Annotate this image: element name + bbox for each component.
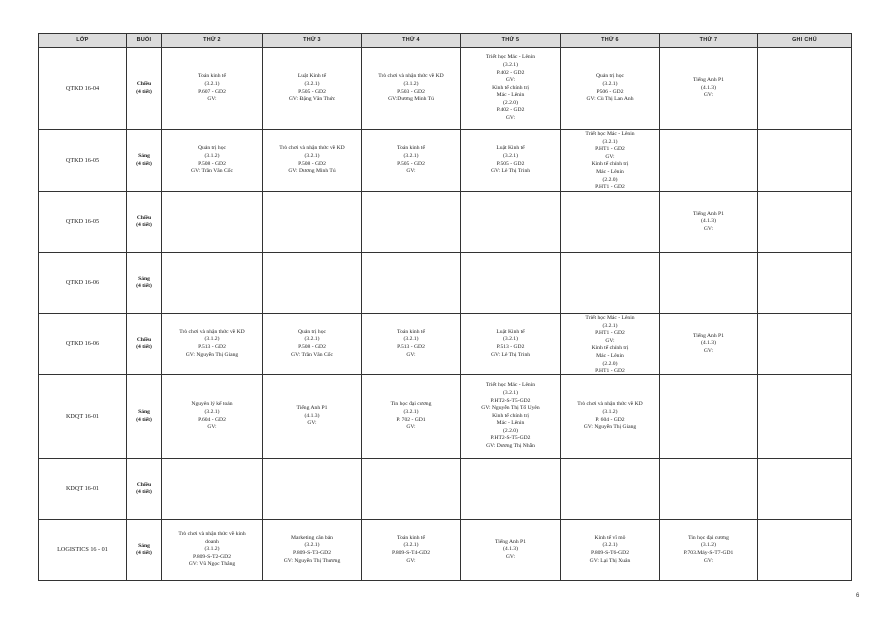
cell-line: (4 tiết) bbox=[136, 283, 152, 289]
column-header: BUỔI bbox=[127, 34, 162, 48]
cell-line: Trò chơi và nhận thức về KD bbox=[279, 145, 345, 152]
cell-line: GV: Đặng Văn Thức bbox=[288, 96, 336, 103]
cell-line: Trò chơi và nhận thức về KD bbox=[378, 73, 444, 80]
cell-line: (3.2.1) bbox=[503, 336, 518, 343]
cell-line: GV: Vũ Ngọc Thắng bbox=[188, 561, 236, 568]
table-row bbox=[39, 253, 852, 314]
cell-line: (3.2.1) bbox=[602, 80, 618, 87]
cell-line: Triết học Mác - Lênin bbox=[485, 54, 536, 61]
cell-line: (3.2.1) bbox=[204, 80, 220, 87]
schedule-cell bbox=[461, 459, 561, 520]
cell-line: (4.1.3) bbox=[304, 412, 320, 419]
cell-line: Chiều bbox=[136, 81, 152, 88]
cell-line: Quản trị học bbox=[298, 328, 326, 335]
cell-line: Marketing căn bản bbox=[291, 534, 333, 541]
cell-line: P. 604 - GD2 bbox=[595, 416, 625, 423]
column-header: THỨ 7 bbox=[660, 34, 758, 48]
class-name-cell: LOGISTICS 16 - 01 bbox=[39, 520, 127, 581]
cell-line: (2.2.0) bbox=[602, 360, 618, 367]
column-header: THỨ 3 bbox=[263, 34, 362, 48]
column-header: LỚP bbox=[39, 34, 127, 48]
class-name-cell: KDQT 16-01 bbox=[39, 459, 127, 520]
schedule-cell bbox=[660, 314, 758, 375]
column-header: THỨ 6 bbox=[561, 34, 660, 48]
cell-line: Mác - Lênin bbox=[596, 168, 624, 175]
schedule-cell bbox=[758, 520, 852, 581]
cell-line: P.508 - GD2 bbox=[298, 344, 326, 350]
schedule-cell bbox=[362, 48, 461, 130]
cell-line: Kinh tế chính trị bbox=[492, 412, 529, 419]
schedule-cell bbox=[263, 48, 362, 130]
cell-line: Toán kinh tế bbox=[198, 73, 226, 80]
schedule-cell bbox=[263, 520, 362, 581]
cell-line: Sáng bbox=[138, 275, 150, 282]
cell-line: (3.1.2) bbox=[204, 546, 220, 553]
schedule-cell bbox=[461, 314, 561, 375]
cell-line: Tin học đại cương bbox=[688, 534, 729, 541]
cell-line: Kinh tế vĩ mô bbox=[594, 534, 626, 541]
cell-line: P.505 - GD2 bbox=[397, 160, 425, 167]
cell-line: Luật Kinh tế bbox=[496, 145, 525, 152]
cell-line: (3.2.1) bbox=[503, 152, 518, 159]
schedule-cell bbox=[362, 253, 461, 314]
cell-line: GV: bbox=[703, 557, 714, 564]
cell-line: GV: bbox=[207, 424, 217, 431]
cell-line: P.607 - GD2 bbox=[198, 88, 226, 95]
cell-line: Tiếng Anh P1 bbox=[693, 77, 724, 84]
schedule-cell bbox=[561, 48, 660, 130]
schedule-cell bbox=[758, 48, 852, 130]
column-header: GHI CHÚ bbox=[758, 34, 852, 48]
cell-line: Quản trị học bbox=[596, 73, 624, 80]
cell-line: (2.2.0) bbox=[602, 176, 618, 183]
cell-line: doanh bbox=[205, 538, 219, 545]
cell-line: Sáng bbox=[138, 153, 150, 160]
cell-line: GV: bbox=[406, 557, 416, 564]
cell-line: GV: Lê Thị Trinh bbox=[490, 168, 531, 175]
cell-line: Chiều bbox=[136, 481, 152, 488]
session-cell bbox=[127, 130, 162, 192]
schedule-cell bbox=[263, 253, 362, 314]
cell-line: GV: Lại Thị Xuân bbox=[589, 557, 631, 564]
cell-line: GV: bbox=[605, 337, 615, 344]
column-header: THỨ 2 bbox=[162, 34, 263, 48]
cell-line: GV: bbox=[406, 351, 416, 358]
session-cell bbox=[127, 192, 162, 253]
schedule-cell bbox=[758, 253, 852, 314]
cell-line: Mác - Lênin bbox=[596, 352, 624, 359]
cell-line: P.513 - GD2 bbox=[397, 344, 425, 350]
class-name-cell: QTKD 16-06 bbox=[39, 314, 127, 375]
cell-line: (3.1.2) bbox=[403, 80, 419, 87]
cell-line: (4 tiết) bbox=[136, 222, 152, 228]
cell-line: GV: Dương Thị Nhẫn bbox=[486, 443, 535, 450]
cell-line: Tin học đại cương bbox=[390, 401, 432, 408]
cell-line: GV: bbox=[406, 168, 416, 175]
cell-line: GV: Cù Thị Lan Anh bbox=[586, 96, 634, 103]
timetable-body bbox=[39, 48, 852, 581]
table-row bbox=[39, 314, 852, 375]
cell-line: GV: bbox=[703, 347, 714, 354]
cell-line: (4 tiết) bbox=[136, 489, 152, 495]
session-cell bbox=[127, 314, 162, 375]
cell-line: Mác - Lênin bbox=[496, 92, 525, 99]
cell-line: (3.1.2) bbox=[204, 336, 220, 343]
cell-line: P.HT1 - GD2 bbox=[595, 330, 625, 337]
table-row bbox=[39, 130, 852, 192]
schedule-cell bbox=[561, 375, 660, 459]
schedule-cell bbox=[660, 48, 758, 130]
cell-line: Mác - Lênin bbox=[496, 420, 525, 427]
cell-line: Chiều bbox=[136, 214, 152, 221]
schedule-cell bbox=[561, 130, 660, 192]
schedule-cell bbox=[362, 130, 461, 192]
cell-line: Tiếng Anh P1 bbox=[296, 405, 328, 412]
schedule-cell bbox=[461, 192, 561, 253]
cell-line: GV: bbox=[505, 77, 516, 84]
cell-line: Trò chơi và nhận thức về KD bbox=[179, 328, 245, 335]
cell-line: GV: bbox=[703, 225, 714, 232]
cell-line: P.HT1 - GD2 bbox=[595, 184, 625, 190]
cell-line: GV: Nguyễn Thị Tố Uyên bbox=[481, 405, 540, 412]
cell-line: (3.1.2) bbox=[602, 408, 618, 415]
cell-line: (3.2.1) bbox=[503, 61, 518, 68]
schedule-cell bbox=[162, 130, 263, 192]
schedule-cell bbox=[758, 192, 852, 253]
cell-line: (3.2.1) bbox=[403, 542, 419, 549]
cell-line: Luật Kinh tế bbox=[496, 328, 525, 335]
class-name-cell: QTKD 16-05 bbox=[39, 192, 127, 253]
schedule-cell bbox=[758, 314, 852, 375]
cell-line: Kinh tế chính trị bbox=[591, 345, 629, 352]
cell-line: GV: Nguyễn Thị Giang bbox=[583, 424, 637, 431]
cell-line: (3.1.2) bbox=[204, 152, 220, 159]
schedule-cell bbox=[461, 520, 561, 581]
cell-line: (3.2.1) bbox=[304, 80, 320, 87]
cell-line: (3.2.1) bbox=[602, 542, 618, 549]
schedule-cell bbox=[561, 253, 660, 314]
cell-line: P.703.Máy-S-T7-GD1 bbox=[683, 550, 734, 556]
cell-line: Tiếng Anh P1 bbox=[693, 210, 724, 217]
schedule-cell bbox=[162, 375, 263, 459]
cell-line: (3.2.1) bbox=[304, 542, 320, 549]
cell-line: GV: bbox=[505, 553, 516, 560]
page-number: 6 bbox=[856, 593, 860, 599]
cell-line: Toán kinh tế bbox=[397, 534, 425, 541]
schedule-cell bbox=[263, 459, 362, 520]
cell-line: P.505 - GD2 bbox=[496, 160, 525, 167]
schedule-cell bbox=[758, 459, 852, 520]
schedule-cell bbox=[660, 520, 758, 581]
cell-line: (3.2.1) bbox=[602, 138, 618, 145]
schedule-cell bbox=[660, 375, 758, 459]
cell-line: P.809-S-T6-GD2 bbox=[590, 550, 630, 556]
cell-line: GV:Dương Minh Tú bbox=[388, 96, 434, 103]
cell-line: Triết học Mác - Lênin bbox=[585, 315, 635, 321]
cell-line: GV: Nguyễn Thị Thương bbox=[283, 557, 341, 564]
cell-line: P.513 - GD2 bbox=[496, 344, 525, 350]
cell-line: GV: Lê Thị Trinh bbox=[490, 351, 531, 358]
cell-line: (3.1.2) bbox=[701, 542, 716, 549]
schedule-cell bbox=[162, 520, 263, 581]
cell-line: (3.2.1) bbox=[304, 336, 320, 343]
schedule-cell bbox=[660, 459, 758, 520]
schedule-cell bbox=[362, 459, 461, 520]
cell-line: (4.1.3) bbox=[701, 84, 716, 91]
cell-line: P.HT1 - GD2 bbox=[595, 368, 625, 373]
schedule-cell bbox=[362, 520, 461, 581]
schedule-cell bbox=[660, 192, 758, 253]
class-name-cell: QTKD 16-06 bbox=[39, 253, 127, 314]
cell-line: GV: bbox=[703, 92, 714, 99]
cell-line: Tiếng Anh P1 bbox=[693, 332, 724, 339]
cell-line: P.HT2-S-T5-GD2 bbox=[490, 435, 531, 442]
schedule-cell bbox=[362, 314, 461, 375]
class-name-cell: QTKD 16-05 bbox=[39, 130, 127, 192]
cell-line: GV: bbox=[605, 153, 615, 160]
schedule-cell bbox=[162, 459, 263, 520]
table-row bbox=[39, 48, 852, 130]
schedule-cell bbox=[561, 520, 660, 581]
schedule-cell bbox=[263, 375, 362, 459]
cell-line: Chiều bbox=[136, 336, 152, 343]
schedule-cell bbox=[660, 253, 758, 314]
timetable bbox=[38, 33, 852, 581]
cell-line: Trò chơi và nhận thức về kinh bbox=[178, 531, 246, 538]
schedule-cell bbox=[263, 314, 362, 375]
table-row bbox=[39, 192, 852, 253]
schedule-cell bbox=[758, 130, 852, 192]
cell-line: (4.1.3) bbox=[503, 546, 518, 553]
cell-line: Tiếng Anh P1 bbox=[495, 538, 526, 545]
cell-line: Kinh tế chính trị bbox=[591, 161, 629, 168]
schedule-cell bbox=[362, 375, 461, 459]
schedule-cell bbox=[561, 459, 660, 520]
cell-line: P.402 - GD2 bbox=[496, 69, 525, 76]
cell-line: P.HT1 - GD2 bbox=[595, 146, 625, 153]
cell-line: P.505 - GD2 bbox=[298, 88, 326, 95]
cell-line: P.809-S-T4-GD2 bbox=[391, 550, 431, 556]
cell-line: P. 702 - GD1 bbox=[396, 416, 426, 423]
cell-line: (4.1.3) bbox=[701, 340, 716, 347]
cell-line: P.402 - GD2 bbox=[496, 107, 525, 114]
cell-line: GV: bbox=[505, 115, 516, 122]
cell-line: (2.2.0) bbox=[503, 99, 518, 106]
session-cell bbox=[127, 375, 162, 459]
cell-line: (2.2.0) bbox=[503, 427, 518, 434]
cell-line: (4 tiết) bbox=[136, 344, 152, 350]
cell-line: (3.2.1) bbox=[503, 389, 518, 396]
cell-line: GV: Nguyễn Thị Giang bbox=[185, 351, 239, 358]
cell-line: (4 tiết) bbox=[136, 550, 152, 556]
schedule-cell bbox=[461, 375, 561, 459]
cell-line: Triết học Mác - Lênin bbox=[485, 382, 536, 389]
class-name-cell: KDQT 16-01 bbox=[39, 375, 127, 459]
schedule-cell bbox=[162, 48, 263, 130]
cell-line: (4 tiết) bbox=[136, 160, 152, 167]
schedule-cell bbox=[461, 48, 561, 130]
cell-line: (4 tiết) bbox=[136, 416, 152, 423]
cell-line: (3.2.1) bbox=[403, 152, 419, 159]
table-row bbox=[39, 459, 852, 520]
cell-line: GV: bbox=[307, 420, 317, 427]
column-header: THỨ 5 bbox=[461, 34, 561, 48]
cell-line: (3.2.1) bbox=[204, 408, 220, 415]
cell-line: P.604 - GD2 bbox=[198, 416, 226, 423]
schedule-cell bbox=[561, 192, 660, 253]
cell-line: P.HT2-S-T5-GD2 bbox=[490, 397, 531, 404]
cell-line: Quản trị học bbox=[198, 145, 226, 152]
schedule-cell bbox=[162, 314, 263, 375]
cell-line: P506 - GD2 bbox=[596, 88, 624, 95]
cell-line: Kinh tế chính trị bbox=[492, 84, 529, 91]
schedule-cell bbox=[263, 130, 362, 192]
table-row bbox=[39, 375, 852, 459]
cell-line: (3.2.1) bbox=[602, 322, 618, 329]
table-row bbox=[39, 520, 852, 581]
cell-line: P.508 - GD2 bbox=[298, 160, 326, 167]
cell-line: GV: bbox=[207, 96, 217, 103]
cell-line: (4.1.3) bbox=[701, 218, 716, 225]
schedule-cell bbox=[660, 130, 758, 192]
cell-line: Trò chơi và nhận thức về KD bbox=[577, 401, 643, 408]
cell-line: Triết học Mác - Lênin bbox=[585, 131, 635, 137]
header-row bbox=[39, 34, 852, 48]
cell-line: Luật Kinh tế bbox=[297, 73, 327, 80]
session-cell bbox=[127, 459, 162, 520]
cell-line: GV: Dương Minh Tú bbox=[288, 168, 336, 175]
cell-line: GV: Trần Văn Cốc bbox=[191, 168, 233, 175]
cell-line: P.809-S-T2-GD2 bbox=[192, 553, 232, 560]
cell-line: Sáng bbox=[138, 409, 150, 416]
cell-line: GV: Trần Văn Cốc bbox=[291, 351, 333, 358]
schedule-cell bbox=[758, 375, 852, 459]
cell-line: Toán kinh tế bbox=[397, 328, 425, 335]
class-name-cell: QTKD 16-04 bbox=[39, 48, 127, 130]
cell-line: P.503 - GD2 bbox=[397, 88, 425, 95]
cell-line: P.513 - GD2 bbox=[198, 344, 226, 350]
cell-line: GV: bbox=[406, 424, 416, 431]
cell-line: Toán kinh tế bbox=[397, 145, 425, 152]
schedule-cell bbox=[461, 130, 561, 192]
session-cell bbox=[127, 253, 162, 314]
session-cell bbox=[127, 520, 162, 581]
cell-line: (4 tiết) bbox=[136, 88, 152, 95]
schedule-cell bbox=[461, 253, 561, 314]
cell-line: Nguyên lý kế toán bbox=[191, 401, 233, 408]
cell-line: Sáng bbox=[138, 542, 150, 549]
schedule-cell bbox=[162, 192, 263, 253]
schedule-cell bbox=[162, 253, 263, 314]
cell-line: (3.2.1) bbox=[403, 336, 419, 343]
session-cell bbox=[127, 48, 162, 130]
cell-line: P.508 - GD2 bbox=[198, 160, 226, 167]
schedule-cell bbox=[561, 314, 660, 375]
schedule-cell bbox=[263, 192, 362, 253]
schedule-cell bbox=[362, 192, 461, 253]
cell-line: (3.2.1) bbox=[403, 408, 419, 415]
cell-line: (3.2.1) bbox=[304, 152, 320, 159]
column-header: THỨ 4 bbox=[362, 34, 461, 48]
cell-line: P.809-S-T3-GD2 bbox=[292, 550, 332, 556]
